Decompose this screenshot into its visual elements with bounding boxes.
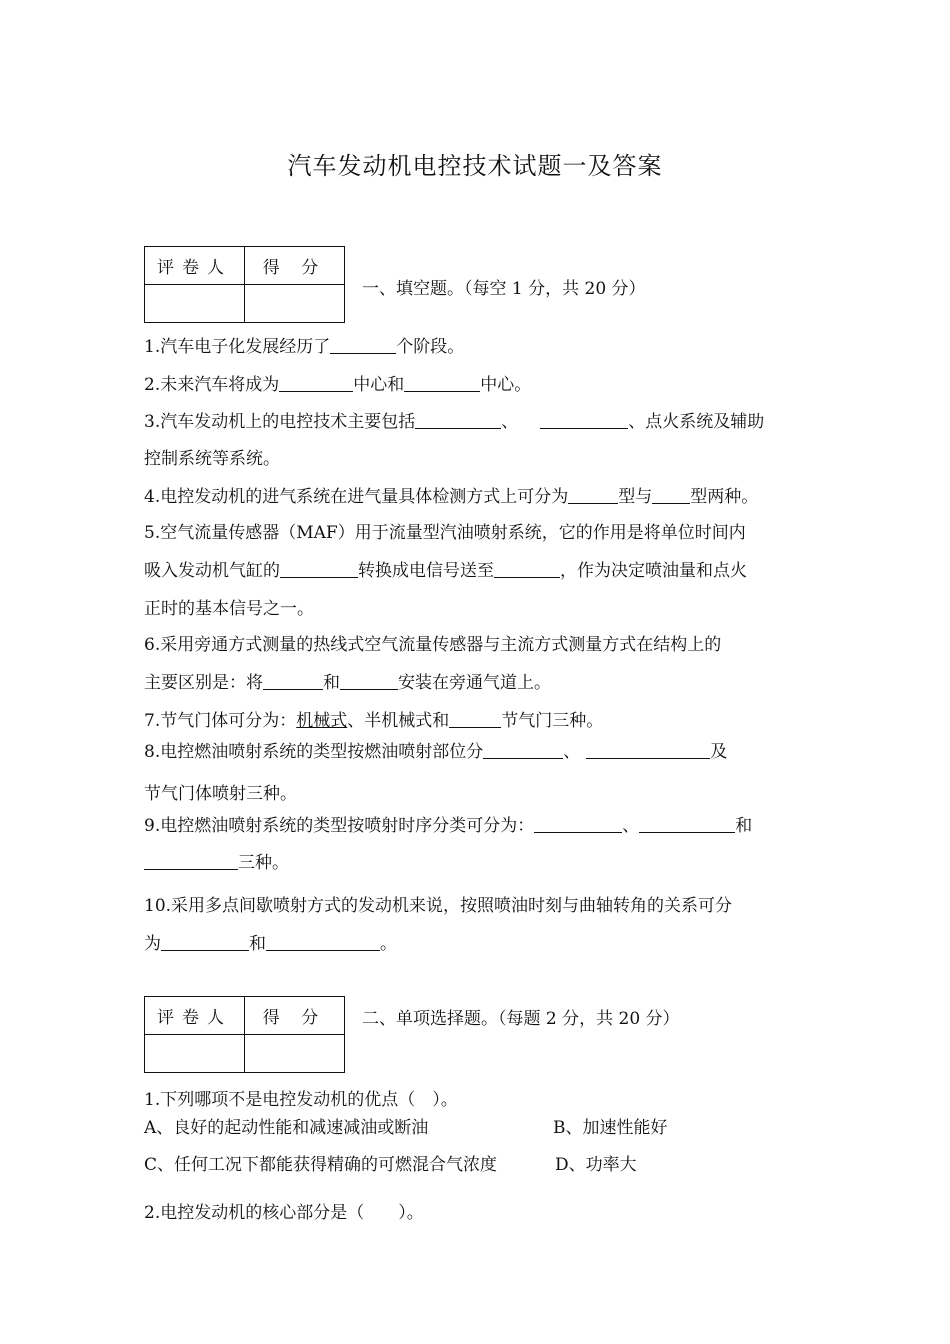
answer-blank[interactable]	[568, 485, 618, 504]
question-text: 和	[735, 816, 753, 836]
question-text: 安装在旁通气道上。	[398, 673, 551, 693]
question-2	[144, 370, 531, 395]
question-text: 及	[710, 742, 728, 762]
question-8-cont: 节气门体喷射三种。	[144, 784, 297, 804]
answer-blank[interactable]	[652, 485, 690, 504]
question-7	[144, 706, 603, 731]
grader-header: 评卷人	[145, 247, 245, 285]
answer-blank[interactable]	[586, 740, 710, 759]
question-text: 、	[563, 742, 581, 762]
answer-blank[interactable]	[540, 410, 628, 429]
option-d[interactable]: D、功率大	[555, 1155, 637, 1175]
answer-blank[interactable]	[639, 814, 735, 833]
question-text: ，作为决定喷油量和点火	[560, 561, 747, 581]
question-5-cont	[144, 556, 747, 581]
grader-header: 评卷人	[145, 997, 245, 1035]
question-text: 3.汽车发动机上的电控技术主要包括	[144, 412, 416, 432]
question-text: 个阶段。	[396, 337, 465, 357]
answer-blank[interactable]	[534, 814, 622, 833]
question-text: 中心。	[480, 375, 532, 395]
score-table	[144, 246, 345, 323]
grader-cell[interactable]	[145, 1035, 245, 1073]
question-text: 、	[501, 412, 519, 432]
answer-blank[interactable]	[144, 851, 238, 870]
grader-cell[interactable]	[145, 285, 245, 323]
question-text: 型与	[618, 487, 653, 507]
question-text: 吸入发动机气缸的	[144, 561, 280, 581]
option-c[interactable]: C、任何工况下都能获得精确的可燃混合气浓度	[144, 1155, 498, 1175]
option-b[interactable]: B、加速性能好	[553, 1118, 668, 1138]
question-4	[144, 482, 758, 507]
answer-blank[interactable]	[494, 559, 560, 578]
question-8	[144, 737, 727, 762]
question-3-cont: 控制系统等系统。	[144, 449, 280, 469]
question-text: 。	[380, 934, 397, 954]
question-9	[144, 811, 752, 836]
answer-blank[interactable]	[266, 932, 380, 951]
answer-blank[interactable]	[161, 932, 249, 951]
question-text: 、点火系统及辅助	[628, 412, 765, 432]
question-5-cont2: 正时的基本信号之一。	[144, 599, 314, 619]
question-text: 转换成电信号送至	[358, 561, 494, 581]
answer-blank[interactable]	[449, 709, 501, 728]
score-cell[interactable]	[245, 1035, 345, 1073]
page-title: 汽车发动机电控技术试题一及答案	[287, 152, 663, 180]
answer-blank[interactable]	[280, 559, 358, 578]
question-5: 5.空气流量传感器（MAF）用于流量型汽油喷射系统，它的作用是将单位时间内	[144, 523, 746, 543]
mc-question-1: 1.下列哪项不是电控发动机的优点（ ）。	[144, 1090, 458, 1110]
question-text: 8.电控燃油喷射系统的类型按燃油喷射部位分	[144, 742, 484, 762]
question-9-cont	[144, 848, 289, 873]
score-header: 得 分	[245, 247, 345, 285]
question-text: 节气门三种。	[501, 711, 604, 731]
option-a[interactable]: A、良好的起动性能和减速减油或断油	[144, 1118, 429, 1138]
question-6-cont	[144, 668, 551, 693]
question-text: 、	[622, 816, 640, 836]
question-text: 主要区别是：将	[144, 673, 263, 693]
answer-blank[interactable]	[404, 373, 480, 392]
question-6: 6.采用旁通方式测量的热线式空气流量传感器与主流方式测量方式在结构上的	[144, 635, 722, 655]
question-10: 10.采用多点间歇喷射方式的发动机来说，按照喷油时刻与曲轴转角的关系可分	[144, 896, 733, 916]
question-1	[144, 332, 464, 357]
score-cell[interactable]	[245, 285, 345, 323]
answer-blank[interactable]	[263, 671, 323, 690]
answer-blank[interactable]	[415, 410, 501, 429]
question-3	[144, 407, 764, 432]
question-text: 中心和	[353, 375, 405, 395]
answer-blank[interactable]	[279, 373, 353, 392]
question-text: 2.未来汽车将成为	[144, 375, 280, 395]
question-text: 9.电控燃油喷射系统的类型按喷射时序分类可分为：	[144, 816, 535, 836]
section-heading-fill-blank: 一、填空题。（每空 1 分，共 20 分）	[362, 279, 646, 299]
answer-blank[interactable]	[340, 671, 398, 690]
filled-answer: 机械式	[296, 711, 348, 731]
answer-blank[interactable]	[330, 335, 396, 354]
answer-blank[interactable]	[483, 740, 563, 759]
question-10-cont	[144, 929, 397, 954]
question-text: 1.汽车电子化发展经历了	[144, 337, 331, 357]
question-text: 7.节气门体可分为：	[144, 711, 297, 731]
question-text: 和	[249, 934, 266, 954]
question-text: 型两种。	[690, 487, 759, 507]
question-text: 、半机械式和	[347, 711, 450, 731]
score-header: 得 分	[245, 997, 345, 1035]
question-text: 为	[144, 934, 161, 954]
section-heading-multiple-choice: 二、单项选择题。（每题 2 分，共 20 分）	[362, 1009, 680, 1029]
question-text: 三种。	[238, 853, 289, 873]
question-text: 和	[323, 673, 340, 693]
mc-question-2: 2.电控发动机的核心部分是（ ）。	[144, 1203, 424, 1223]
question-text: 4.电控发动机的进气系统在进气量具体检测方式上可分为	[144, 487, 569, 507]
score-table	[144, 996, 345, 1073]
